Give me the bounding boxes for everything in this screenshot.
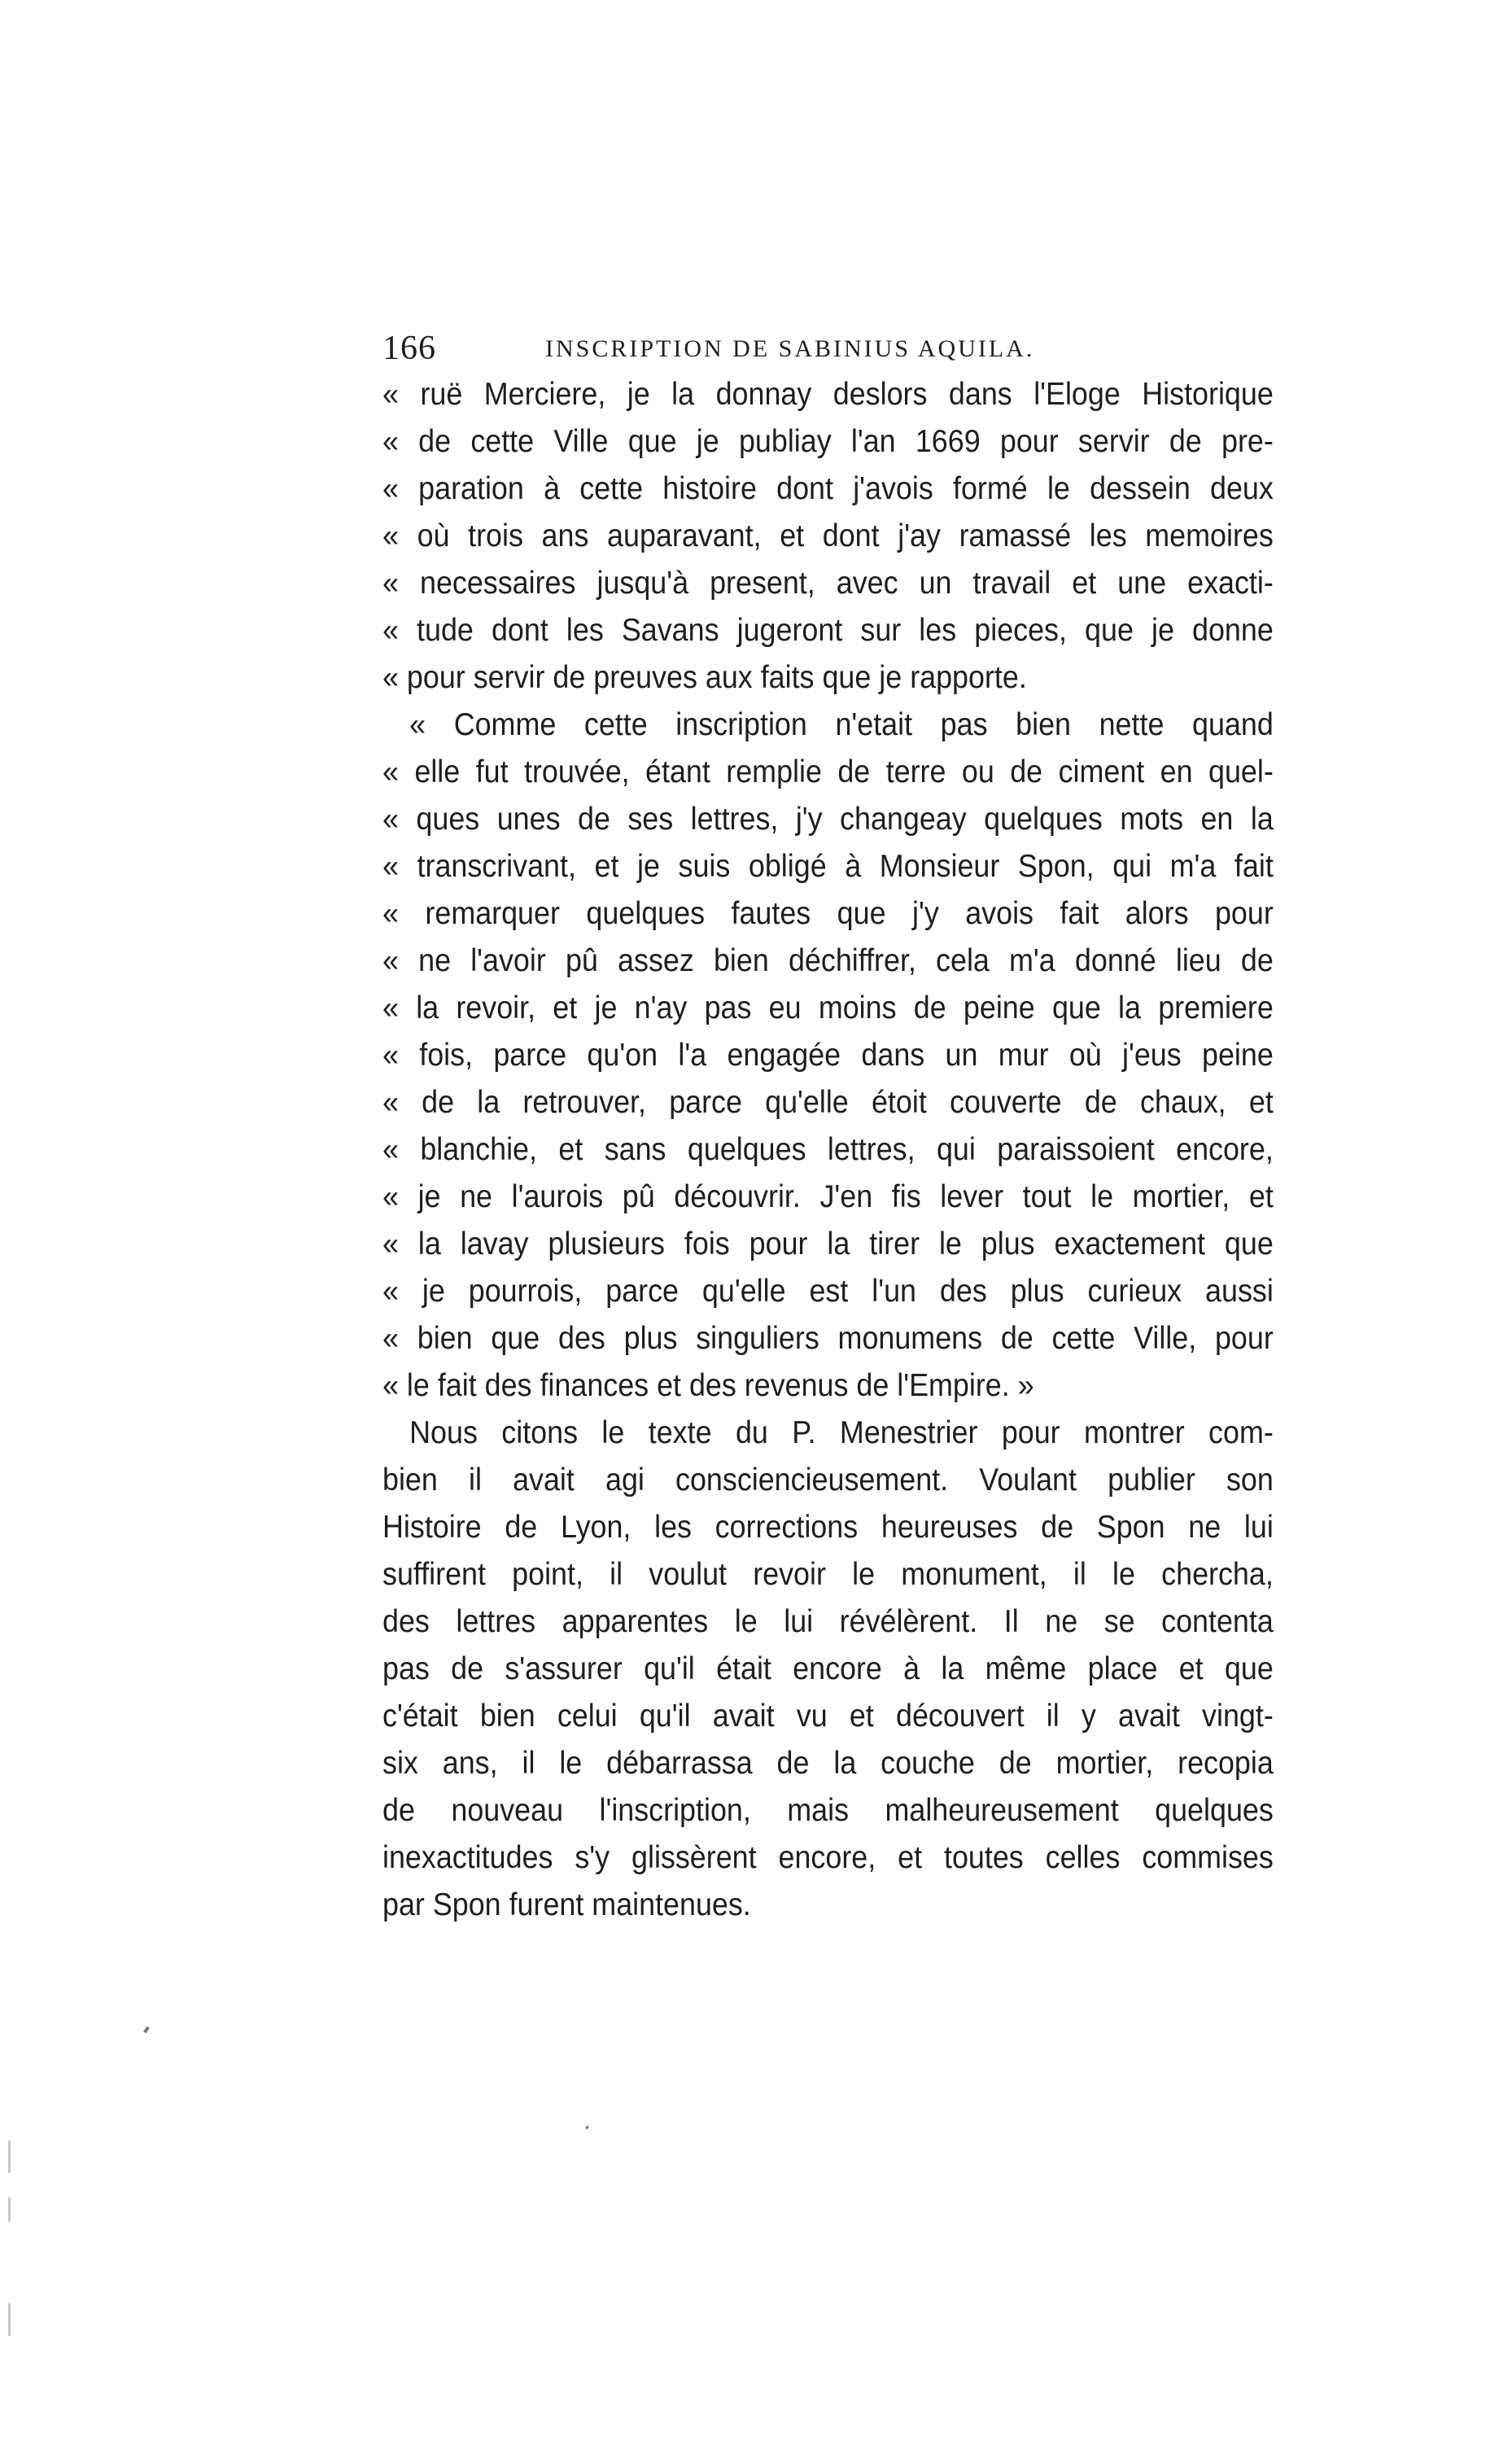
quote-line: « où trois ans auparavant, et dont j'ay ramassé les memoires [382,518,1274,553]
paragraph-line: six ans, il le débarrassa de la couche de mortier, recopia [382,1746,1274,1781]
scan-margin-mark [8,2140,11,2173]
quote-line: « Comme cette inscription n'etait pas bien nette quand [409,707,1274,742]
quote-line: « je ne l'aurois pû découvrir. J'en fis lever tout le mortier, et [382,1179,1274,1214]
ink-speck [585,2126,589,2130]
quote-line: « ques unes de ses lettres, j'y changeay quelques mots en la [382,802,1274,837]
quote-line: « remarquer quelques fautes que j'y avois fait alors pour [382,896,1274,931]
body-text [382,371,1274,1929]
quote-line: « transcrivant, et je suis obligé à Monsieur Spon, qui m'a fait [382,849,1274,884]
quote-line: « tude dont les Savans jugeront sur les pieces, que je donne [382,613,1274,648]
quote-line: « paration à cette histoire dont j'avois formé le dessein deux [382,471,1274,506]
quote-line: « necessaires jusqu'à present, avec un travail et une exacti- [382,566,1274,601]
quote-line: « fois, parce qu'on l'a engagée dans un mur où j'eus peine [382,1038,1274,1073]
quote-line: « bien que des plus singuliers monumens de cette Ville, pour [382,1321,1274,1356]
quote-line: « blanchie, et sans quelques lettres, qui paraissoient encore, [382,1132,1274,1167]
paragraph-line: bien il avait agi consciencieusement. Voulant publier son [382,1463,1274,1498]
paragraph-line: pas de s'assurer qu'il était encore à la même place et que [382,1651,1274,1686]
quote-line: « je pourrois, parce qu'elle est l'un des plus curieux aussi [382,1274,1274,1309]
quote-line: « la revoir, et je n'ay pas eu moins de peine que la premiere [382,990,1274,1025]
quote-line: « de cette Ville que je publiay l'an 1669 pour servir de pre- [382,424,1274,459]
ink-speck [143,2027,150,2034]
quote-line: « elle fut trouvée, étant remplie de terre ou de ciment en quel- [382,754,1274,789]
scan-margin-mark [8,2197,11,2222]
paragraph-line: c'était bien celui qu'il avait vu et découvert il y avait vingt- [382,1699,1274,1734]
quote-line: « ruë Merciere, je la donnay deslors dans l'Eloge Historique [382,377,1274,412]
paragraph-line: de nouveau l'inscription, mais malheureusement quelques [382,1793,1274,1828]
page-number: 166 [382,330,436,367]
quote-line: « ne l'avoir pû assez bien déchiffrer, cela m'a donné lieu de [382,943,1274,978]
quote-line: « la lavay plusieurs fois pour la tirer le plus exactement que [382,1226,1274,1261]
scan-margin-mark [8,2303,11,2336]
paragraph-line: Histoire de Lyon, les corrections heureuses de Spon ne lui [382,1510,1274,1545]
paragraph-line: suffirent point, il voulut revoir le monument, il le chercha, [382,1557,1274,1592]
paragraph-line: par Spon furent maintenues. [382,1887,751,1922]
paragraph-line: Nous citons le texte du P. Menestrier pour montrer com- [409,1415,1274,1450]
running-head [382,329,1278,369]
running-title: INSCRIPTION DE SABINIUS AQUILA. [545,335,1035,362]
paragraph-line: inexactitudes s'y glissèrent encore, et toutes celles commises [382,1840,1274,1875]
quote-line: « pour servir de preuves aux faits que je rapporte. [382,660,1027,695]
quote-line: « le fait des finances et des revenus de l'Empire. » [382,1368,1034,1403]
paragraph-line: des lettres apparentes le lui révélèrent. Il ne se contenta [382,1604,1274,1639]
quote-line: « de la retrouver, parce qu'elle étoit couverte de chaux, et [382,1085,1274,1120]
